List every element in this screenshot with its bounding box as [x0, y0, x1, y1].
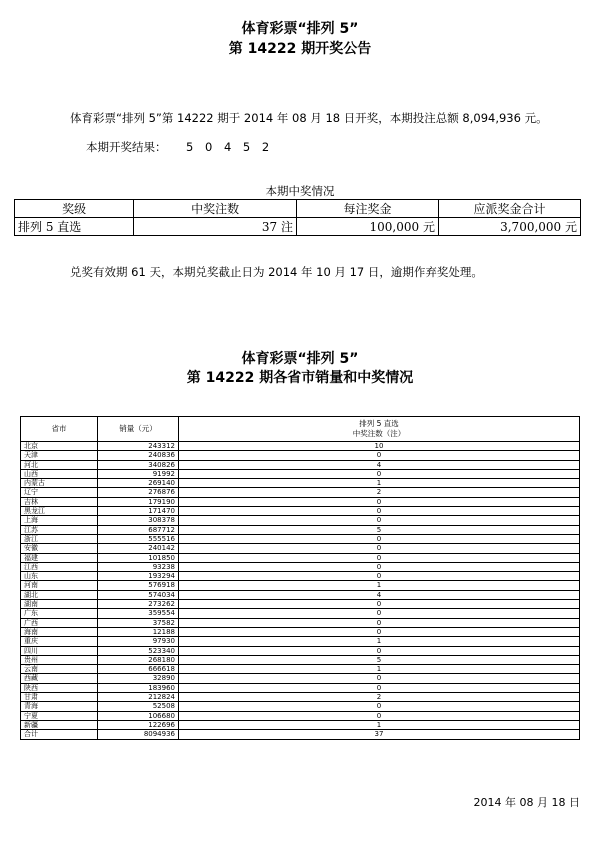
prize-table-row	[15, 218, 581, 236]
winners-cell: 37	[179, 730, 580, 739]
winners-cell: 4	[179, 590, 580, 599]
provincial-title-line2: 第 14222 期各省市销量和中奖情况	[186, 370, 414, 386]
winners-cell: 0	[179, 618, 580, 627]
winners-cell: 2	[179, 693, 580, 702]
province-cell: 海南	[21, 627, 98, 636]
table-row	[21, 516, 580, 525]
winners-cell: 0	[179, 451, 580, 460]
province-cell: 北京	[21, 442, 98, 451]
province-cell: 浙江	[21, 534, 98, 543]
sales-cell: 193294	[98, 572, 179, 581]
province-cell: 新疆	[21, 720, 98, 729]
winners-cell: 2	[179, 488, 580, 497]
province-cell: 云南	[21, 665, 98, 674]
header-winners-line2: 中奖注数（注）	[352, 429, 406, 438]
header-sales: 销量（元）	[98, 417, 179, 442]
province-cell: 吉林	[21, 497, 98, 506]
table-row	[21, 693, 580, 702]
province-cell: 四川	[21, 646, 98, 655]
province-cell: 宁夏	[21, 711, 98, 720]
header-winners	[179, 417, 580, 442]
table-row	[21, 488, 580, 497]
sales-cell: 171470	[98, 507, 179, 516]
prize-header-per-bet: 每注奖金	[296, 200, 438, 218]
table-row	[21, 590, 580, 599]
sales-cell: 555516	[98, 534, 179, 543]
table-row	[21, 553, 580, 562]
table-row	[21, 711, 580, 720]
province-cell: 福建	[21, 553, 98, 562]
province-cell: 山西	[21, 469, 98, 478]
sales-cell: 179190	[98, 497, 179, 506]
redeem-note: 兑奖有效期 61 天，本期兑奖截止日为 2014 年 10 月 17 日，逾期作弃奖处理。	[70, 265, 483, 279]
province-cell: 黑龙江	[21, 507, 98, 516]
table-row	[21, 479, 580, 488]
prize-table	[14, 199, 581, 236]
prize-cell-count: 37 注	[134, 218, 297, 236]
winners-cell: 0	[179, 674, 580, 683]
sales-cell: 687712	[98, 525, 179, 534]
announcement-title-line2: 第 14222 期开奖公告	[228, 41, 372, 57]
province-cell: 河南	[21, 581, 98, 590]
winners-cell: 0	[179, 683, 580, 692]
sales-cell: 212824	[98, 693, 179, 702]
winners-cell: 0	[179, 627, 580, 636]
prize-cell-total: 3,700,000 元	[438, 218, 580, 236]
province-cell: 辽宁	[21, 488, 98, 497]
sales-cell: 359554	[98, 609, 179, 618]
prize-cell-level: 排列 5 直选	[15, 218, 134, 236]
table-row	[21, 655, 580, 664]
header-province: 省市	[21, 417, 98, 442]
table-row	[21, 674, 580, 683]
province-cell: 安徽	[21, 544, 98, 553]
announcement-intro: 体育彩票“排列 5”第 14222 期于 2014 年 08 月 18 日开奖，本期投注总额 8,094,936 元。	[70, 111, 548, 125]
provincial-title-line1: 体育彩票“排列 5”	[241, 351, 359, 367]
sales-cell: 269140	[98, 479, 179, 488]
sales-cell: 576918	[98, 581, 179, 590]
province-cell: 内蒙古	[21, 479, 98, 488]
table-row	[21, 460, 580, 469]
province-cell: 河北	[21, 460, 98, 469]
table-row	[21, 609, 580, 618]
sales-cell: 8094936	[98, 730, 179, 739]
table-row	[21, 581, 580, 590]
table-row	[21, 562, 580, 571]
province-cell: 合计	[21, 730, 98, 739]
table-row	[21, 525, 580, 534]
winners-cell: 0	[179, 469, 580, 478]
result-numbers: 5 0 4 5 2	[186, 140, 271, 154]
winners-cell: 0	[179, 544, 580, 553]
province-cell: 陕西	[21, 683, 98, 692]
sales-cell: 93238	[98, 562, 179, 571]
winners-cell: 0	[179, 609, 580, 618]
province-cell: 重庆	[21, 637, 98, 646]
province-cell: 天津	[21, 451, 98, 460]
winners-cell: 0	[179, 553, 580, 562]
prize-table-header-row	[15, 200, 581, 218]
sales-cell: 32890	[98, 674, 179, 683]
sales-cell: 12188	[98, 627, 179, 636]
winners-cell: 1	[179, 637, 580, 646]
sales-cell: 101850	[98, 553, 179, 562]
province-cell: 山东	[21, 572, 98, 581]
province-cell: 湖南	[21, 600, 98, 609]
winners-cell: 0	[179, 562, 580, 571]
province-cell: 江苏	[21, 525, 98, 534]
winners-cell: 0	[179, 702, 580, 711]
table-row	[21, 469, 580, 478]
winners-cell: 1	[179, 479, 580, 488]
winners-cell: 0	[179, 600, 580, 609]
province-cell: 甘肃	[21, 693, 98, 702]
winners-cell: 0	[179, 534, 580, 543]
table-row	[21, 637, 580, 646]
sales-cell: 240142	[98, 544, 179, 553]
winners-cell: 0	[179, 711, 580, 720]
table-row	[21, 507, 580, 516]
table-row	[21, 497, 580, 506]
table-row	[21, 730, 580, 739]
province-cell: 广东	[21, 609, 98, 618]
table-row	[21, 627, 580, 636]
sales-cell: 273262	[98, 600, 179, 609]
prize-header-level: 奖级	[15, 200, 134, 218]
province-cell: 青海	[21, 702, 98, 711]
winners-cell: 4	[179, 460, 580, 469]
sales-cell: 122696	[98, 720, 179, 729]
table-row	[21, 720, 580, 729]
header-winners-line1: 排列 5 直选	[359, 419, 399, 428]
prize-cell-per-bet: 100,000 元	[296, 218, 438, 236]
sales-cell: 243312	[98, 442, 179, 451]
province-cell: 上海	[21, 516, 98, 525]
winners-cell: 0	[179, 497, 580, 506]
sales-cell: 240836	[98, 451, 179, 460]
winners-cell: 0	[179, 572, 580, 581]
province-cell: 湖北	[21, 590, 98, 599]
table-row	[21, 451, 580, 460]
province-cell: 广西	[21, 618, 98, 627]
sales-cell: 106680	[98, 711, 179, 720]
footer-date: 2014 年 08 月 18 日	[473, 796, 580, 809]
table-row	[21, 665, 580, 674]
table-row	[21, 683, 580, 692]
table-row	[21, 572, 580, 581]
prize-table-caption: 本期中奖情况	[265, 184, 335, 198]
table-row	[21, 442, 580, 451]
prize-header-total: 应派奖金合计	[438, 200, 580, 218]
sales-cell: 183960	[98, 683, 179, 692]
winners-cell: 0	[179, 507, 580, 516]
table-row	[21, 702, 580, 711]
winners-cell: 5	[179, 525, 580, 534]
table-row	[21, 534, 580, 543]
winners-cell: 0	[179, 646, 580, 655]
winners-cell: 0	[179, 516, 580, 525]
provincial-table-header-row	[21, 417, 580, 442]
sales-cell: 340826	[98, 460, 179, 469]
sales-cell: 97930	[98, 637, 179, 646]
table-row	[21, 600, 580, 609]
province-cell: 贵州	[21, 655, 98, 664]
province-cell: 西藏	[21, 674, 98, 683]
winners-cell: 1	[179, 720, 580, 729]
provincial-table-body	[21, 442, 580, 740]
sales-cell: 666618	[98, 665, 179, 674]
sales-cell: 268180	[98, 655, 179, 664]
sales-cell: 37582	[98, 618, 179, 627]
winners-cell: 1	[179, 665, 580, 674]
sales-cell: 523340	[98, 646, 179, 655]
table-row	[21, 618, 580, 627]
table-row	[21, 646, 580, 655]
sales-cell: 574034	[98, 590, 179, 599]
prize-header-count: 中奖注数	[134, 200, 297, 218]
sales-cell: 91992	[98, 469, 179, 478]
winners-cell: 5	[179, 655, 580, 664]
winners-cell: 10	[179, 442, 580, 451]
sales-cell: 308378	[98, 516, 179, 525]
sales-cell: 276876	[98, 488, 179, 497]
result-label: 本期开奖结果：	[86, 140, 167, 154]
sales-cell: 52508	[98, 702, 179, 711]
announcement-title-line1: 体育彩票“排列 5”	[241, 21, 359, 37]
province-cell: 江西	[21, 562, 98, 571]
provincial-table	[20, 416, 580, 740]
winners-cell: 1	[179, 581, 580, 590]
table-row	[21, 544, 580, 553]
